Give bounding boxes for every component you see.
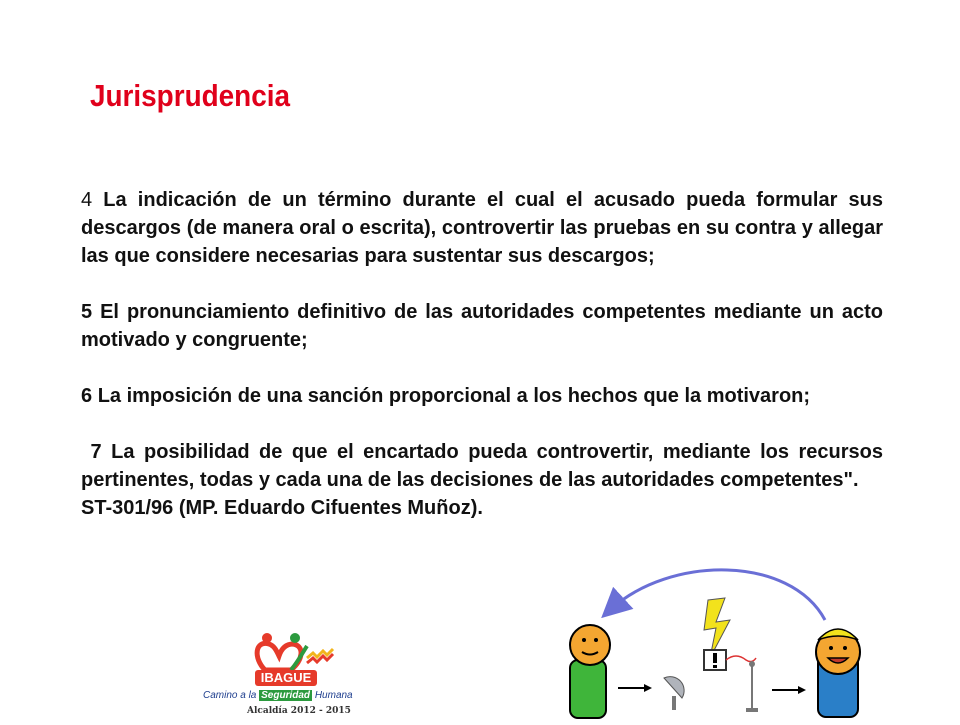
item-number: 6 (81, 385, 93, 407)
item-text: La imposición de una sanción proporcional a los hechos que la motivaron; (97, 385, 811, 407)
satellite-dish-icon (664, 677, 684, 710)
item-4 (81, 186, 883, 270)
logo-years: Alcaldía 2012 - 2015 (247, 706, 351, 716)
logo-name: IBAGUE (255, 670, 317, 686)
item-text: El pronunciamiento definitivo de las autoridades competentes mediante un acto motivado y congruente; (81, 301, 883, 351)
citation: ST-301/96 (MP. Eduardo Cifuentes Muñoz). (81, 497, 483, 519)
antenna-icon (746, 661, 758, 712)
logo-slogan: Camino a la Seguridad Humana (203, 690, 353, 701)
person-green-icon (570, 625, 610, 718)
item-6 (81, 382, 883, 410)
ibague-logo (203, 630, 368, 720)
item-5 (81, 298, 883, 354)
item-text: La indicación de un término durante el cual el acusado pueda formular sus descargos (de manera oral o escrita), controvertir las pruebas en su contra y allegar las que considere necesarias para sustentar sus descargos; (81, 189, 883, 267)
slide-title: Jurisprudencia (90, 78, 291, 113)
item-number: 4 (81, 189, 93, 211)
item-text: La posibilidad de que el encartado pueda controvertir, mediante los recursos pertinentes, todas y cada una de las decisiones de las autoridades competentes". (81, 441, 884, 491)
item-number: 7 (90, 441, 102, 463)
item-7 (81, 438, 883, 494)
slide-body (81, 186, 883, 522)
item-number: 5 (81, 301, 93, 323)
person-blue-icon (816, 629, 860, 717)
warning-sign-icon (704, 650, 726, 670)
communication-illustration (560, 560, 870, 720)
